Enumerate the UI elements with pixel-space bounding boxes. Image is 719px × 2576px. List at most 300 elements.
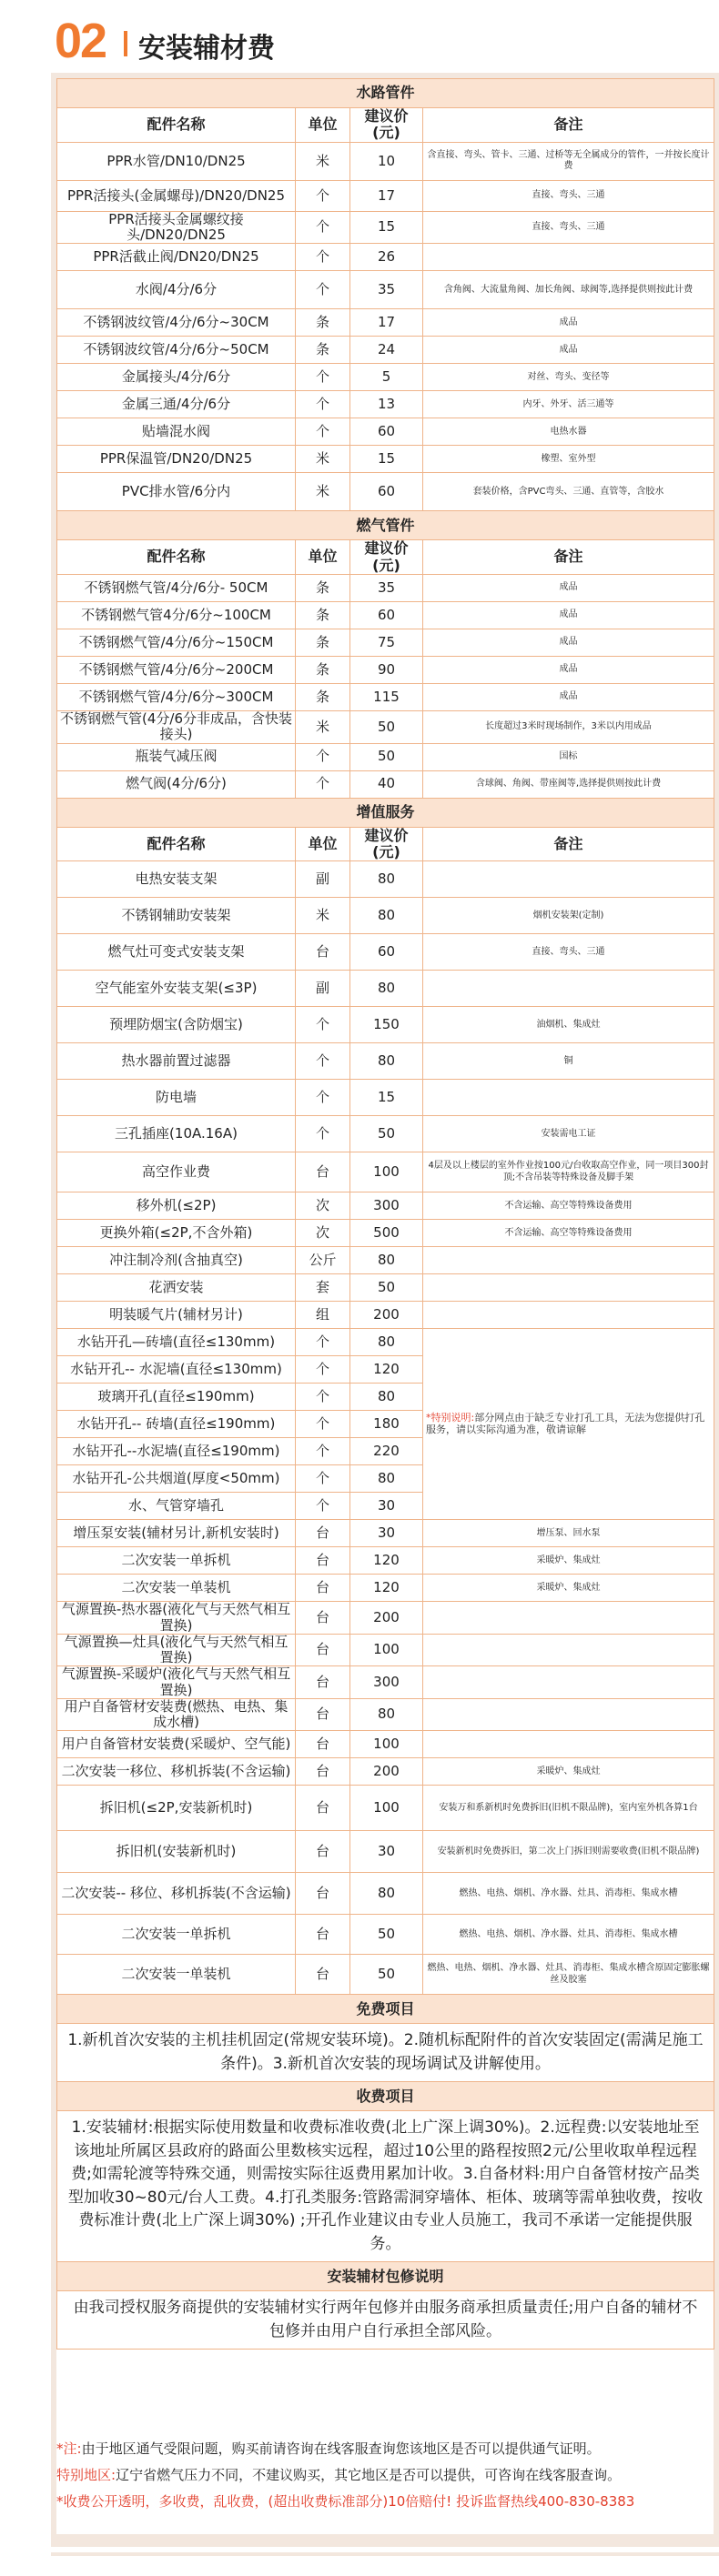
col-name-header: 配件名称 xyxy=(57,827,296,861)
item-price: 120 xyxy=(350,1356,423,1384)
item-price: 17 xyxy=(350,180,423,211)
item-unit: 台 xyxy=(296,1152,350,1192)
item-price: 50 xyxy=(350,1274,423,1302)
section-title-row xyxy=(57,798,714,827)
item-price: 50 xyxy=(350,1915,423,1955)
table-row xyxy=(57,1786,714,1831)
item-name: 二次安装一单拆机 xyxy=(57,1547,296,1575)
item-unit: 个 xyxy=(296,418,350,446)
item-name: PPR活接头(金属螺母)/DN20/DN25 xyxy=(57,180,296,211)
item-name: PPR水管/DN10/DN25 xyxy=(57,142,296,180)
item-name: 二次安装一单装机 xyxy=(57,1575,296,1602)
item-name: 水钻开孔-- 砖墙(直径≤190mm) xyxy=(57,1411,296,1438)
item-note: 内牙、外牙、活三通等 xyxy=(423,391,714,418)
item-price: 60 xyxy=(350,934,423,971)
section-body-row xyxy=(57,2291,714,2350)
item-name: 冲注制冷剂(含抽真空) xyxy=(57,1247,296,1274)
item-name: PPR活接头金属螺纹接头/DN20/DN25 xyxy=(57,211,296,244)
item-unit: 个 xyxy=(296,244,350,271)
item-note xyxy=(423,1698,714,1731)
item-name: 防电墙 xyxy=(57,1080,296,1116)
table-row xyxy=(57,1602,714,1635)
item-price: 50 xyxy=(350,1955,423,1995)
section-title: 水路管件 xyxy=(57,79,714,108)
item-note: 对丝、弯头、变径等 xyxy=(423,364,714,391)
item-unit: 条 xyxy=(296,309,350,337)
table-row xyxy=(57,971,714,1007)
item-unit: 个 xyxy=(296,211,350,244)
item-name: 移外机(≤2P) xyxy=(57,1192,296,1220)
table-row xyxy=(57,1152,714,1192)
footnote-prefix: *注: xyxy=(56,2440,82,2457)
item-price: 200 xyxy=(350,1302,423,1329)
item-name: 不锈钢燃气管/4分/6分~300CM xyxy=(57,684,296,711)
item-price: 10 xyxy=(350,142,423,180)
table-row xyxy=(57,629,714,657)
table-row xyxy=(57,473,714,511)
item-price: 100 xyxy=(350,1786,423,1831)
item-name: 三孔插座(10A.16A) xyxy=(57,1116,296,1152)
item-price: 15 xyxy=(350,1080,423,1116)
item-note: 安装万和系新机时免费拆旧(旧机不限品牌)，室内室外机各算1台 xyxy=(423,1786,714,1831)
table-row xyxy=(57,244,714,271)
column-header-row xyxy=(57,108,714,143)
item-unit: 台 xyxy=(296,1602,350,1635)
item-note xyxy=(423,1731,714,1758)
item-unit: 台 xyxy=(296,934,350,971)
item-note: 铜 xyxy=(423,1043,714,1080)
section-title: 收费项目 xyxy=(57,2082,714,2111)
item-unit: 米 xyxy=(296,473,350,511)
item-unit: 个 xyxy=(296,1493,350,1520)
item-unit: 米 xyxy=(296,711,350,744)
fee-table-container xyxy=(56,78,714,2534)
item-price: 50 xyxy=(350,1116,423,1152)
item-unit: 台 xyxy=(296,1666,350,1699)
item-name: 电热安装支架 xyxy=(57,861,296,898)
item-note: 成品 xyxy=(423,337,714,364)
item-unit: 公斤 xyxy=(296,1247,350,1274)
table-row xyxy=(57,602,714,629)
item-name: 花洒安装 xyxy=(57,1274,296,1302)
item-note: 成品 xyxy=(423,629,714,657)
item-price: 80 xyxy=(350,861,423,898)
table-row xyxy=(57,1302,714,1329)
item-price: 300 xyxy=(350,1666,423,1699)
item-price: 100 xyxy=(350,1634,423,1666)
table-row xyxy=(57,391,714,418)
item-unit: 副 xyxy=(296,861,350,898)
section-body: 1.安装辅材:根据实际使用数量和收费标准收费(北上广深上调30%)。2.远程费:以安装地址至该地址所属区县政府的路面公里数核实远程，超过10公里的路程按照2元/公里收取单程远程费;如需轮渡等特殊交通，则需按实际往返费用累加计收。3.自备材料:用户自备管材按产品类型加收30~80元/台人工费。4.打孔类服务:管路需洞穿墙体、柜体、玻璃等需单独收费，按收费标准计费(北上广深上调30%) ;开孔作业建议由专业人员施工，我司不承诺一定能提供服务。 xyxy=(57,2111,714,2262)
divider-line xyxy=(51,2552,719,2556)
item-name: 不锈钢波纹管/4分/6分~30CM xyxy=(57,309,296,337)
item-note: 成品 xyxy=(423,657,714,684)
table-row xyxy=(57,898,714,934)
item-note: 安装新机时免费拆旧，第二次上门拆旧则需要收费(旧机不限品牌) xyxy=(423,1831,714,1873)
item-note: 烟机安装架(定制) xyxy=(423,898,714,934)
item-price: 80 xyxy=(350,1873,423,1915)
footnote-prefix: 特别地区: xyxy=(56,2467,116,2483)
table-row xyxy=(57,271,714,309)
section-title: 免费项目 xyxy=(57,1995,714,2024)
item-price: 180 xyxy=(350,1411,423,1438)
item-unit: 米 xyxy=(296,898,350,934)
item-name: 水阀/4分/6分 xyxy=(57,271,296,309)
item-unit: 台 xyxy=(296,1634,350,1666)
item-name: 明装暖气片(辅材另计) xyxy=(57,1302,296,1329)
item-note: 长度超过3米时现场制作，3米以内用成品 xyxy=(423,711,714,744)
item-note: 安装需电工证 xyxy=(423,1116,714,1152)
item-unit: 条 xyxy=(296,684,350,711)
footnote-hotline: *收费公开透明，多收费，乱收费，(超出收费标准部分)10倍赔付! 投诉监督热线400-830-8383 xyxy=(56,2493,635,2510)
item-unit: 个 xyxy=(296,1356,350,1384)
item-name: PPR保温管/DN20/DN25 xyxy=(57,446,296,473)
item-unit: 台 xyxy=(296,1575,350,1602)
table-row xyxy=(57,142,714,180)
item-unit: 组 xyxy=(296,1302,350,1329)
section-body-row xyxy=(57,2024,714,2082)
section-title: 燃气管件 xyxy=(57,511,714,540)
item-unit: 个 xyxy=(296,1411,350,1438)
item-price: 35 xyxy=(350,271,423,309)
section-title-row xyxy=(57,79,714,108)
item-unit: 条 xyxy=(296,337,350,364)
item-price: 40 xyxy=(350,770,423,798)
footnote-text: 由于地区通气受限问题，购买前请咨询在线客服查询您该地区是否可以提供通气证明。 xyxy=(81,2440,601,2457)
item-price: 35 xyxy=(350,575,423,602)
item-price: 50 xyxy=(350,743,423,770)
footnotes xyxy=(56,2436,712,2515)
item-unit: 个 xyxy=(296,1080,350,1116)
item-name: 二次安装一移位、移机拆装(不含运输) xyxy=(57,1758,296,1786)
item-name: 拆旧机(≤2P,安装新机时) xyxy=(57,1786,296,1831)
table-row xyxy=(57,211,714,244)
item-name: 空气能室外安装支架(≤3P) xyxy=(57,971,296,1007)
item-name: 不锈钢燃气管/4分/6分~200CM xyxy=(57,657,296,684)
item-note: 增压泵、回水泵 xyxy=(423,1520,714,1547)
special-note xyxy=(423,1329,714,1520)
item-note: 采暖炉、集成灶 xyxy=(423,1547,714,1575)
item-price: 5 xyxy=(350,364,423,391)
item-note: 含球阀、角阀、带座阀等,选择提供则按此计费 xyxy=(423,770,714,798)
column-header-row xyxy=(57,827,714,861)
item-name: 不锈钢波纹管/4分/6分~50CM xyxy=(57,337,296,364)
item-price: 30 xyxy=(350,1520,423,1547)
item-note: 采暖炉、集成灶 xyxy=(423,1758,714,1786)
item-note xyxy=(423,1247,714,1274)
item-unit: 次 xyxy=(296,1220,350,1247)
item-note: 成品 xyxy=(423,309,714,337)
item-name: 二次安装一单拆机 xyxy=(57,1915,296,1955)
item-note: 燃热、电热、烟机、净水器、灶具、消毒柜、集成水槽含原固定膨胀螺丝及胶塞 xyxy=(423,1955,714,1995)
item-note: 成品 xyxy=(423,602,714,629)
item-price: 500 xyxy=(350,1220,423,1247)
table-row xyxy=(57,1915,714,1955)
item-name: 燃气灶可变式安装支架 xyxy=(57,934,296,971)
table-row xyxy=(57,1698,714,1731)
item-price: 220 xyxy=(350,1438,423,1465)
item-price: 80 xyxy=(350,971,423,1007)
table-row xyxy=(57,1831,714,1873)
item-price: 30 xyxy=(350,1831,423,1873)
table-row xyxy=(57,657,714,684)
section-title: 安装辅材包修说明 xyxy=(57,2262,714,2291)
table-row xyxy=(57,861,714,898)
item-note xyxy=(423,244,714,271)
item-price: 75 xyxy=(350,629,423,657)
table-row xyxy=(57,1329,714,1356)
item-price: 120 xyxy=(350,1547,423,1575)
item-note: 燃热、电热、烟机、净水器、灶具、消毒柜、集成水槽 xyxy=(423,1873,714,1915)
item-name: 水钻开孔--水泥墙(直径≤190mm) xyxy=(57,1438,296,1465)
item-note xyxy=(423,1666,714,1699)
item-note xyxy=(423,1602,714,1635)
table-row xyxy=(57,1192,714,1220)
item-unit: 个 xyxy=(296,770,350,798)
item-name: 贴墙混水阀 xyxy=(57,418,296,446)
table-row xyxy=(57,446,714,473)
item-name: 水钻开孔—砖墙(直径≤130mm) xyxy=(57,1329,296,1356)
table-row xyxy=(57,1116,714,1152)
item-unit: 米 xyxy=(296,142,350,180)
item-name: PVC排水管/6分内 xyxy=(57,473,296,511)
item-name: 玻璃开孔(直径≤190mm) xyxy=(57,1384,296,1411)
item-unit: 个 xyxy=(296,271,350,309)
table-row xyxy=(57,711,714,744)
section-body: 1.新机首次安装的主机挂机固定(常规安装环境)。2.随机标配附件的首次安装固定(需满足施工条件)。3.新机首次安装的现场调试及讲解使用。 xyxy=(57,2024,714,2082)
table-row xyxy=(57,309,714,337)
item-unit: 套 xyxy=(296,1274,350,1302)
title-divider xyxy=(124,31,127,56)
section-title-row xyxy=(57,1995,714,2024)
item-note: 油烟机、集成灶 xyxy=(423,1007,714,1043)
item-note xyxy=(423,971,714,1007)
item-price: 26 xyxy=(350,244,423,271)
item-note: 国标 xyxy=(423,743,714,770)
item-name: 二次安装一单装机 xyxy=(57,1955,296,1995)
item-unit: 个 xyxy=(296,391,350,418)
item-price: 80 xyxy=(350,1465,423,1493)
item-note xyxy=(423,861,714,898)
item-unit: 台 xyxy=(296,1955,350,1995)
item-price: 100 xyxy=(350,1731,423,1758)
item-unit: 个 xyxy=(296,1329,350,1356)
item-name: 不锈钢燃气管/4分/6分~150CM xyxy=(57,629,296,657)
item-price: 30 xyxy=(350,1493,423,1520)
table-row xyxy=(57,364,714,391)
item-note: 不含运输、高空等特殊设备费用 xyxy=(423,1192,714,1220)
col-unit-header: 单位 xyxy=(296,540,350,575)
item-name: 高空作业费 xyxy=(57,1152,296,1192)
item-price: 90 xyxy=(350,657,423,684)
column-header-row xyxy=(57,540,714,575)
item-name: 拆旧机(安装新机时) xyxy=(57,1831,296,1873)
item-name: 不锈钢辅助安装架 xyxy=(57,898,296,934)
item-unit: 台 xyxy=(296,1915,350,1955)
item-name: 用户自备管材安装费(燃热、电热、集成水槽) xyxy=(57,1698,296,1731)
item-name: 更换外箱(≤2P,不含外箱) xyxy=(57,1220,296,1247)
item-note: 电热水器 xyxy=(423,418,714,446)
item-unit: 个 xyxy=(296,1384,350,1411)
table-row xyxy=(57,418,714,446)
section-title: 增值服务 xyxy=(57,798,714,827)
col-unit-header: 单位 xyxy=(296,108,350,143)
table-row xyxy=(57,180,714,211)
item-price: 80 xyxy=(350,1247,423,1274)
item-price: 17 xyxy=(350,309,423,337)
footnote-text: 辽宁省燃气压力不同，不建议购买，其它地区是否可以提供，可咨询在线客服查询。 xyxy=(116,2467,622,2483)
item-price: 13 xyxy=(350,391,423,418)
item-unit: 个 xyxy=(296,1007,350,1043)
section-title-row xyxy=(57,2262,714,2291)
item-name: 热水器前置过滤器 xyxy=(57,1043,296,1080)
item-price: 60 xyxy=(350,418,423,446)
item-note: 不含运输、高空等特殊设备费用 xyxy=(423,1220,714,1247)
item-unit: 个 xyxy=(296,743,350,770)
item-price: 300 xyxy=(350,1192,423,1220)
item-unit: 台 xyxy=(296,1731,350,1758)
item-name: 不锈钢燃气管4分/6分~100CM xyxy=(57,602,296,629)
section-header xyxy=(0,0,719,73)
item-unit: 个 xyxy=(296,1438,350,1465)
section-body-row xyxy=(57,2111,714,2262)
item-unit: 台 xyxy=(296,1873,350,1915)
item-unit: 个 xyxy=(296,180,350,211)
col-unit-header: 单位 xyxy=(296,827,350,861)
item-note: 采暖炉、集成灶 xyxy=(423,1575,714,1602)
item-unit: 台 xyxy=(296,1520,350,1547)
item-name: 水钻开孔-- 水泥墙(直径≤130mm) xyxy=(57,1356,296,1384)
item-unit: 个 xyxy=(296,1043,350,1080)
item-name: 二次安装-- 移位、移机拆装(不含运输) xyxy=(57,1873,296,1915)
table-row xyxy=(57,1043,714,1080)
item-note xyxy=(423,1302,714,1329)
item-price: 100 xyxy=(350,1152,423,1192)
section-title: 安装辅材费 xyxy=(138,33,275,65)
table-row xyxy=(57,1220,714,1247)
table-row xyxy=(57,1080,714,1116)
col-name-header: 配件名称 xyxy=(57,540,296,575)
item-name: 增压泵安装(辅材另计,新机安装时) xyxy=(57,1520,296,1547)
item-unit: 台 xyxy=(296,1786,350,1831)
item-note: 成品 xyxy=(423,575,714,602)
table-row xyxy=(57,1955,714,1995)
col-price-header: 建议价(元) xyxy=(350,827,423,861)
item-name: 水钻开孔-公共烟道(厚度<50mm) xyxy=(57,1465,296,1493)
item-name: 金属接头/4分/6分 xyxy=(57,364,296,391)
section-title-row xyxy=(57,511,714,540)
item-note: 直接、弯头、三通 xyxy=(423,934,714,971)
table-row xyxy=(57,1666,714,1699)
item-unit: 条 xyxy=(296,657,350,684)
special-note-label: *特别说明: xyxy=(426,1412,475,1424)
col-price-header: 建议价(元) xyxy=(350,540,423,575)
col-price-header: 建议价(元) xyxy=(350,108,423,143)
bottom-divider xyxy=(0,2547,719,2576)
item-unit: 台 xyxy=(296,1758,350,1786)
item-name: 预埋防烟宝(含防烟宝) xyxy=(57,1007,296,1043)
item-note xyxy=(423,1634,714,1666)
table-row xyxy=(57,337,714,364)
item-note: 含角阀、大流量角阀、加长角阀、球阀等,选择提供则按此计费 xyxy=(423,271,714,309)
item-name: 气源置换-热水器(液化气与天然气相互置换) xyxy=(57,1602,296,1635)
item-name: 不锈钢燃气管(4分/6分非成品，含快装接头) xyxy=(57,711,296,744)
section-number: 02 xyxy=(55,14,106,68)
item-note: 4层及以上楼层的室外作业按100元/台收取高空作业，同一项目300封顶;不含吊装等特殊设备及脚手架 xyxy=(423,1152,714,1192)
fee-panel xyxy=(51,73,719,2576)
item-unit: 条 xyxy=(296,602,350,629)
item-unit: 条 xyxy=(296,575,350,602)
item-unit: 个 xyxy=(296,1465,350,1493)
item-unit: 条 xyxy=(296,629,350,657)
item-name: 瓶装气减压阀 xyxy=(57,743,296,770)
item-price: 60 xyxy=(350,473,423,511)
item-price: 50 xyxy=(350,711,423,744)
item-name: 金属三通/4分/6分 xyxy=(57,391,296,418)
item-price: 120 xyxy=(350,1575,423,1602)
item-note: 直接、弯头、三通 xyxy=(423,211,714,244)
item-price: 24 xyxy=(350,337,423,364)
item-name: 不锈钢燃气管/4分/6分- 50CM xyxy=(57,575,296,602)
footnote-region xyxy=(56,2436,712,2462)
item-name: 燃气阀(4分/6分) xyxy=(57,770,296,798)
table-row xyxy=(57,934,714,971)
item-price: 150 xyxy=(350,1007,423,1043)
table-row xyxy=(57,575,714,602)
item-price: 115 xyxy=(350,684,423,711)
item-note: 成品 xyxy=(423,684,714,711)
item-unit: 台 xyxy=(296,1547,350,1575)
item-unit: 个 xyxy=(296,364,350,391)
item-unit: 个 xyxy=(296,1116,350,1152)
table-row xyxy=(57,770,714,798)
table-row xyxy=(57,743,714,770)
item-price: 15 xyxy=(350,446,423,473)
table-row xyxy=(57,1873,714,1915)
item-unit: 米 xyxy=(296,446,350,473)
table-row xyxy=(57,1758,714,1786)
item-price: 15 xyxy=(350,211,423,244)
item-name: PPR活截止阀/DN20/DN25 xyxy=(57,244,296,271)
table-row xyxy=(57,1575,714,1602)
table-row xyxy=(57,684,714,711)
item-price: 80 xyxy=(350,1329,423,1356)
item-price: 80 xyxy=(350,898,423,934)
item-price: 200 xyxy=(350,1602,423,1635)
fee-table xyxy=(56,78,714,2350)
item-unit: 台 xyxy=(296,1698,350,1731)
item-note: 套装价格，含PVC弯头、三通、直管等，含胶水 xyxy=(423,473,714,511)
col-note-header: 备注 xyxy=(423,827,714,861)
special-note-text: 部分网点由于缺乏专业打孔工具，无法为您提供打孔服务，请以实际沟通为准，敬请谅解 xyxy=(426,1412,705,1435)
item-unit: 台 xyxy=(296,1831,350,1873)
item-price: 80 xyxy=(350,1698,423,1731)
table-row xyxy=(57,1731,714,1758)
item-note: 橡塑、室外型 xyxy=(423,446,714,473)
col-note-header: 备注 xyxy=(423,540,714,575)
item-price: 60 xyxy=(350,602,423,629)
table-row xyxy=(57,1007,714,1043)
item-price: 200 xyxy=(350,1758,423,1786)
col-name-header: 配件名称 xyxy=(57,108,296,143)
item-price: 80 xyxy=(350,1043,423,1080)
item-name: 气源置换-采暖炉(液化气与天然气相互置换) xyxy=(57,1666,296,1699)
table-row xyxy=(57,1520,714,1547)
item-name: 用户自备管材安装费(采暖炉、空气能) xyxy=(57,1731,296,1758)
item-note xyxy=(423,1080,714,1116)
footnote-special-region xyxy=(56,2462,712,2489)
item-note: 直接、弯头、三通 xyxy=(423,180,714,211)
